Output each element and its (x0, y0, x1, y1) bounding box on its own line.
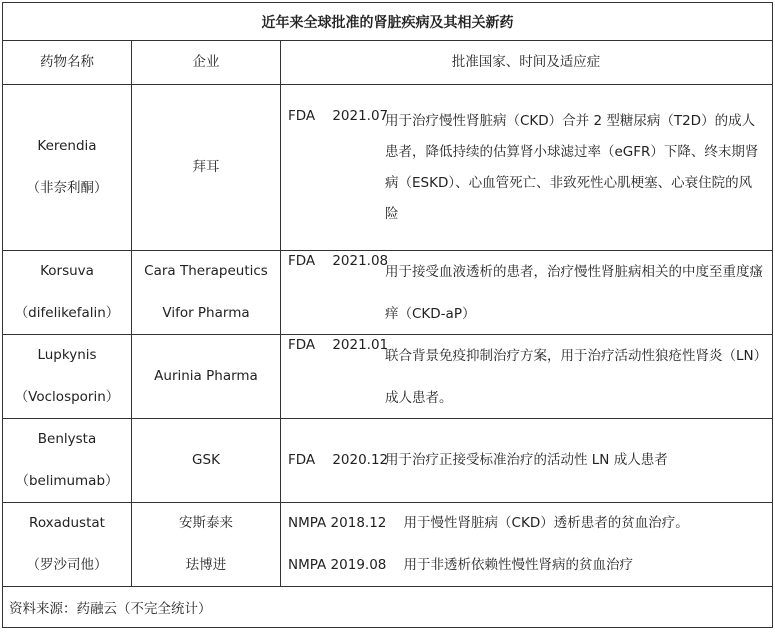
company-name: 拜耳 (192, 159, 220, 175)
table-header-row (3, 41, 772, 85)
header-approval: 批准国家、时间及适应症 (451, 54, 601, 70)
approval-cell (281, 251, 772, 334)
drug-name-cell (3, 419, 132, 502)
company-cell (132, 419, 281, 502)
company-name: 珐博进 (185, 557, 227, 573)
approval-cell (281, 85, 772, 250)
drug-name: Kerendia (37, 138, 97, 154)
drug-name-cell (3, 503, 132, 586)
table-row (3, 503, 772, 587)
source-note: 资料来源：药融云（不完全统计） (9, 601, 212, 617)
drug-name: Korsuva (40, 263, 94, 279)
approval-prefix: FDA 2021.07 (288, 107, 406, 124)
company-name: 安斯泰来 (179, 515, 233, 531)
company-name: Vifor Pharma (162, 305, 250, 321)
approval-text: 用于接受血液透析的患者，治疗慢性肾脏病相关的中度至重度瘙痒（CKD-aP） (385, 263, 763, 322)
company-cell (132, 335, 281, 418)
company-cell (132, 251, 281, 334)
approval-text: 联合背景免疫抑制治疗方案，用于治疗活动性狼疮性肾炎（LN）成人患者。 (385, 347, 761, 406)
approval-prefix: FDA 2021.08 (288, 252, 406, 269)
drug-alt-name: （罗沙司他） (26, 557, 108, 573)
drug-table (2, 2, 773, 628)
table-row (3, 419, 772, 503)
drug-name-cell (3, 335, 132, 418)
company-name: Cara Therapeutics (144, 263, 268, 279)
table-row (3, 85, 772, 251)
approval-entry (288, 513, 764, 534)
approval-entry (288, 251, 764, 335)
company-cell (132, 503, 281, 586)
company-name: GSK (192, 452, 220, 468)
approval-entry (288, 450, 764, 471)
drug-name: Benlysta (37, 431, 97, 447)
approval-prefix: NMPA 2019.08 (288, 557, 404, 573)
company-cell (132, 85, 281, 250)
drug-name-cell (3, 251, 132, 334)
approval-entry (288, 335, 764, 419)
approval-cell (281, 503, 772, 586)
approval-text: 用于治疗慢性肾脏病（CKD）合并 2 型糖尿病（T2D）的成人患者，降低持续的估算肾小球滤过率（eGFR）下降、终末期肾病（ESKD）、心血管死亡、非致死性心肌梗塞、心衰住院的风险 (385, 112, 759, 222)
drug-name-cell (3, 85, 132, 250)
approval-entry (288, 555, 764, 576)
drug-name: Lupkynis (37, 347, 97, 363)
drug-alt-name: （Voclosporin） (14, 389, 120, 405)
drug-name: Roxadustat (29, 515, 105, 531)
approval-cell (281, 335, 772, 418)
approval-prefix: FDA 2020.12 (288, 452, 406, 468)
table-title: 近年来全球批准的肾脏疾病及其相关新药 (3, 3, 772, 41)
approval-prefix: FDA 2021.01 (288, 336, 406, 353)
approval-text: 用于治疗正接受标准治疗的活动性 LN 成人患者 (385, 452, 668, 468)
drug-alt-name: （非奈利酮） (26, 180, 108, 196)
table-row (3, 251, 772, 335)
drug-alt-name: （difelikefalin） (14, 305, 120, 321)
header-drug-name: 药物名称 (3, 41, 132, 84)
approval-text: 用于慢性肾脏病（CKD）透析患者的贫血治疗。 (403, 515, 689, 531)
approval-cell (281, 419, 772, 502)
drug-alt-name: （belimumab） (15, 473, 119, 489)
approval-entry (288, 106, 764, 230)
company-name: Aurinia Pharma (154, 368, 258, 384)
approval-text: 用于非透析依赖性慢性肾病的贫血治疗 (403, 557, 634, 573)
approval-prefix: NMPA 2018.12 (288, 515, 404, 531)
table-row (3, 335, 772, 419)
header-company: 企业 (132, 41, 281, 84)
